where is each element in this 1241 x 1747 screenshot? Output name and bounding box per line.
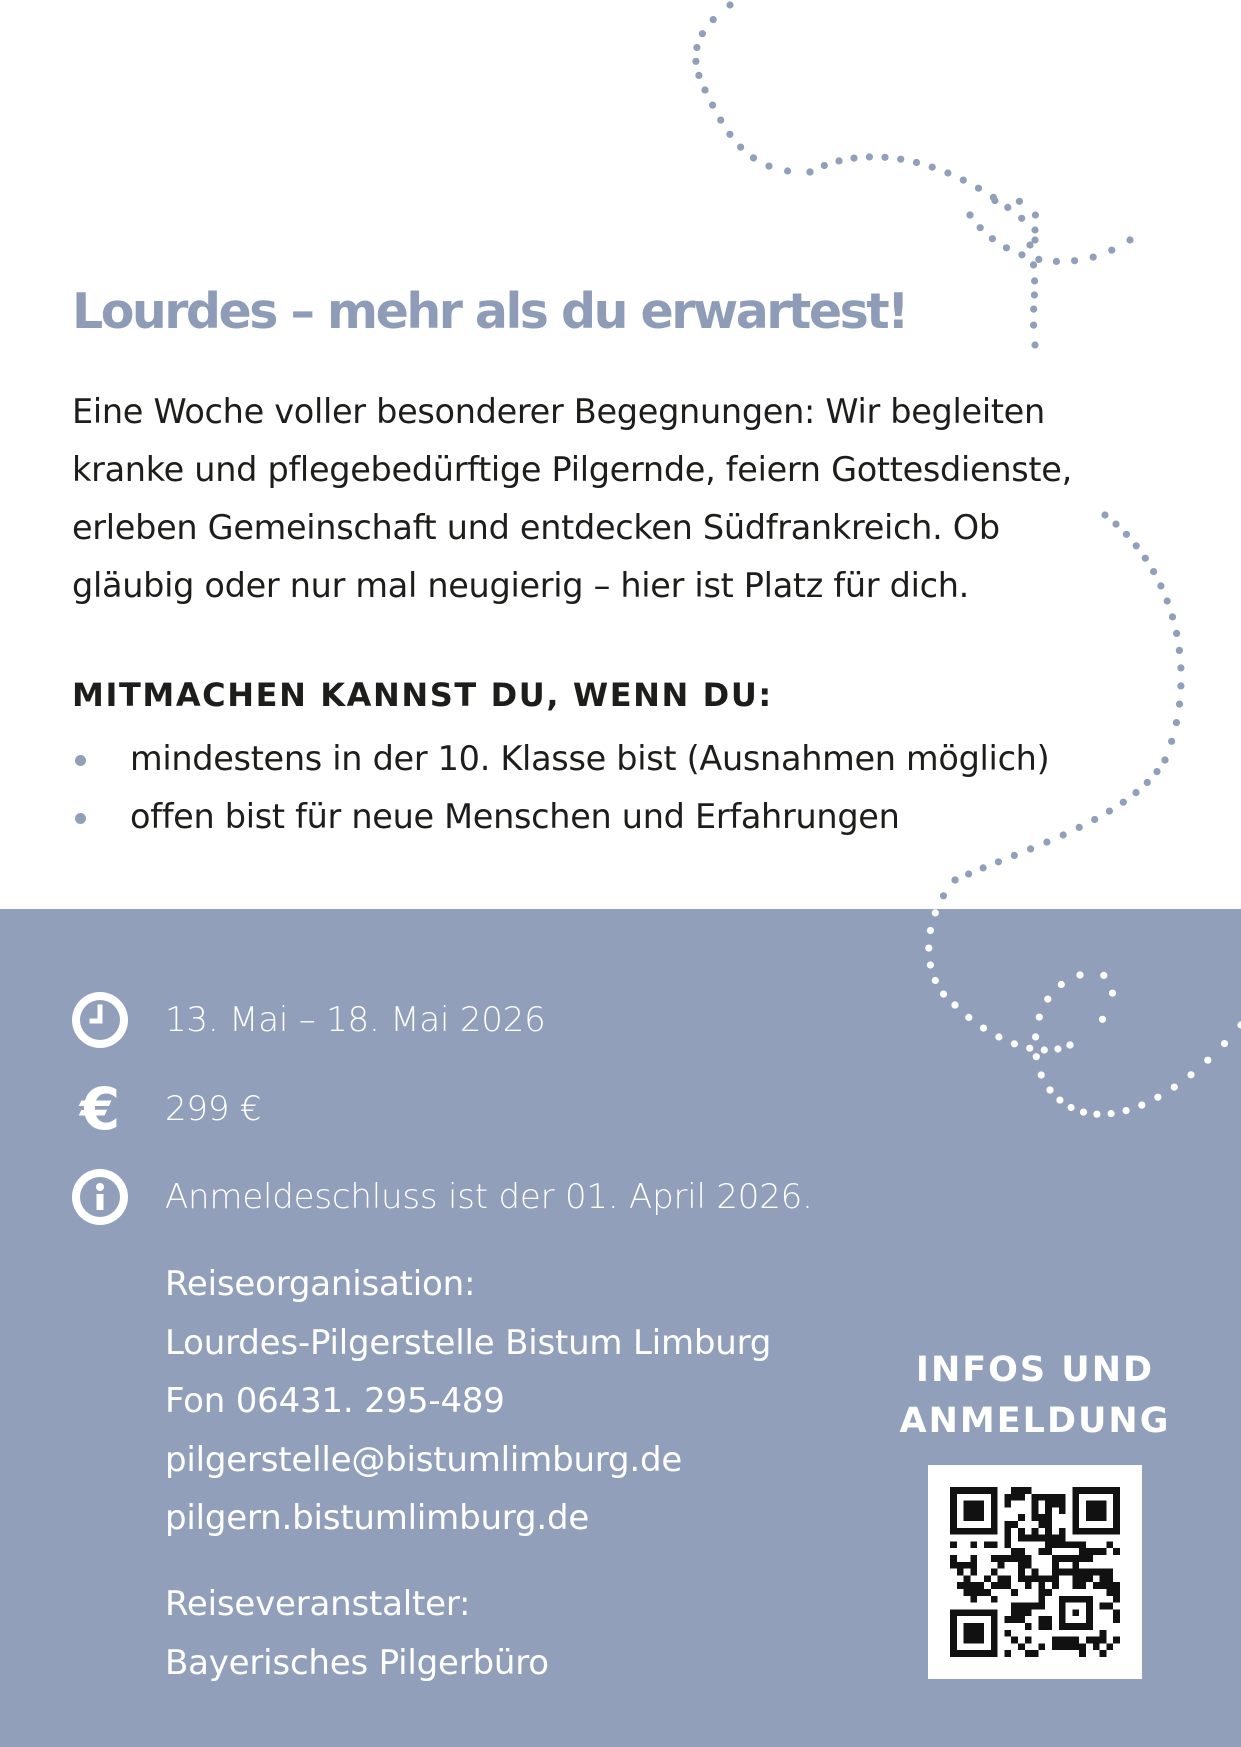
- decor-dot: [913, 159, 920, 166]
- organisation-block: [165, 1255, 771, 1548]
- decor-dot: [784, 167, 791, 174]
- decor-dot: [989, 235, 996, 242]
- decor-dot: [1106, 808, 1113, 815]
- decor-dot: [1011, 852, 1018, 859]
- decor-dot: [1003, 244, 1010, 251]
- decor-dot: [1153, 768, 1160, 775]
- decor-dot: [991, 197, 998, 204]
- decor-dot: [966, 211, 973, 218]
- decor-dot: [1060, 831, 1067, 838]
- decor-dot: [726, 1, 733, 8]
- intro-line: Eine Woche voller besonderer Begegnungen: Wir begleiten: [72, 392, 1045, 431]
- decor-dot: [850, 155, 857, 162]
- decor-dot: [881, 154, 888, 161]
- decor-dot: [699, 30, 706, 37]
- decor-dot: [1176, 647, 1183, 654]
- decor-dot: [806, 168, 813, 175]
- decor-dot: [1108, 247, 1115, 254]
- decor-dot: [1168, 738, 1175, 745]
- decor-dot: [1031, 291, 1038, 298]
- decor-dot: [1177, 682, 1184, 689]
- decor-dot: [1177, 664, 1184, 671]
- decor-dot: [1126, 236, 1133, 243]
- cta-line: ANMELDUNG: [899, 1401, 1171, 1441]
- requirements-heading: MITMACHEN KANNST DU, WENN DU:: [72, 676, 773, 714]
- decor-dot: [835, 157, 842, 164]
- operator-name: Bayerisches Pilgerbüro: [165, 1642, 549, 1683]
- decor-dot: [1031, 277, 1038, 284]
- decor-dot: [1030, 306, 1037, 313]
- decor-dot: [1030, 261, 1037, 268]
- info-registration-heading: [880, 1345, 1190, 1447]
- decor-dot: [951, 876, 958, 883]
- decor-dot: [1161, 756, 1168, 763]
- operator-label: Reiseveranstalter:: [165, 1584, 471, 1624]
- info-icon: [70, 1167, 130, 1227]
- decor-dot: [866, 153, 873, 160]
- bullet-icon: [75, 755, 86, 766]
- organisation-phone: Fon 06431. 295-489: [165, 1381, 505, 1421]
- decor-dot: [990, 194, 997, 201]
- decor-dot: [1031, 341, 1038, 348]
- decor-dot: [1031, 226, 1038, 233]
- list-item: [72, 730, 1049, 788]
- decor-dot: [806, 168, 813, 175]
- decor-dot: [726, 131, 733, 138]
- deadline-text: Anmeldeschluss ist der 01. April 2026.: [165, 1177, 813, 1217]
- decor-dot: [1091, 816, 1098, 823]
- list-item: [72, 788, 1049, 846]
- decor-dot: [1173, 630, 1180, 637]
- decor-dot: [1027, 845, 1034, 852]
- decor-dot: [897, 156, 904, 163]
- decor-dot: [1035, 256, 1042, 263]
- decor-dot: [940, 892, 947, 899]
- decor-dot: [1026, 241, 1033, 248]
- decor-dot: [966, 211, 973, 218]
- qr-code-icon: [950, 1487, 1120, 1657]
- decor-dot: [929, 164, 936, 171]
- cta-line: INFOS UND: [915, 1350, 1155, 1390]
- organisation-email[interactable]: pilgerstelle@bistumlimburg.de: [165, 1439, 683, 1480]
- decor-dot: [1004, 204, 1011, 211]
- decor-dot: [1176, 701, 1183, 708]
- date-text: 13. Mai – 18. Mai 2026: [165, 1000, 546, 1040]
- decor-dot: [960, 177, 967, 184]
- decor-dot: [1120, 799, 1127, 806]
- decor-dot: [995, 858, 1002, 865]
- decor-dot: [695, 72, 702, 79]
- clock-icon: [70, 990, 130, 1050]
- decor-dot: [975, 185, 982, 192]
- svg-text:€: €: [79, 1079, 121, 1139]
- intro-text: [72, 383, 1172, 615]
- decor-dot: [701, 86, 708, 93]
- decor-dot: [717, 117, 724, 124]
- decor-dot: [701, 86, 708, 93]
- decor-dot: [709, 102, 716, 109]
- decor-dot: [737, 144, 744, 151]
- decor-dot: [1161, 756, 1168, 763]
- decor-dot: [1030, 322, 1037, 329]
- price-text: 299 €: [165, 1089, 262, 1129]
- decor-dot: [1144, 779, 1151, 786]
- requirement-text: mindestens in der 10. Klasse bist (Ausnahmen möglich): [130, 739, 1050, 778]
- intro-line: gläubig oder nur mal neugierig – hier ist Platz für dich.: [72, 566, 970, 605]
- qr-code[interactable]: [928, 1465, 1142, 1679]
- decor-dot: [750, 154, 757, 161]
- decor-dot: [944, 169, 951, 176]
- decor-dot: [1032, 211, 1039, 218]
- decor-dot: [1018, 251, 1025, 258]
- decor-dot: [692, 58, 699, 65]
- decor-dot: [1031, 236, 1038, 243]
- decor-dot: [965, 870, 972, 877]
- decor-dot: [710, 16, 717, 23]
- euro-icon: [70, 1079, 130, 1139]
- decor-dot: [765, 163, 772, 170]
- decor-dot: [1132, 789, 1139, 796]
- headline: Lourdes – mehr als du erwartest!: [72, 283, 908, 340]
- decor-dot: [977, 224, 984, 231]
- decor-dot: [821, 162, 828, 169]
- operator-block: [165, 1575, 549, 1692]
- decor-dot: [1016, 198, 1023, 205]
- decor-dot: [1076, 824, 1083, 831]
- requirement-text: offen bist für neue Menschen und Erfahrungen: [130, 797, 900, 836]
- bullet-icon: [75, 813, 86, 824]
- decor-dot: [1090, 254, 1097, 261]
- intro-line: kranke und pflegebedürftige Pilgernde, feiern Gottesdienste,: [72, 450, 1072, 489]
- decor-dot: [1053, 258, 1060, 265]
- decor-dot: [951, 876, 958, 883]
- organisation-website[interactable]: pilgern.bistumlimburg.de: [165, 1498, 590, 1538]
- organisation-name: Lourdes-Pilgerstelle Bistum Limburg: [165, 1322, 772, 1363]
- decor-dot: [980, 864, 987, 871]
- decor-dot: [693, 44, 700, 51]
- decor-dot: [1173, 719, 1180, 726]
- intro-line: erleben Gemeinschaft und entdecken Südfrankreich. Ob: [72, 508, 1000, 547]
- decor-dot: [1018, 215, 1025, 222]
- decor-dot: [1071, 257, 1078, 264]
- requirements-list: [72, 730, 1049, 846]
- organisation-label: Reiseorganisation:: [165, 1264, 476, 1304]
